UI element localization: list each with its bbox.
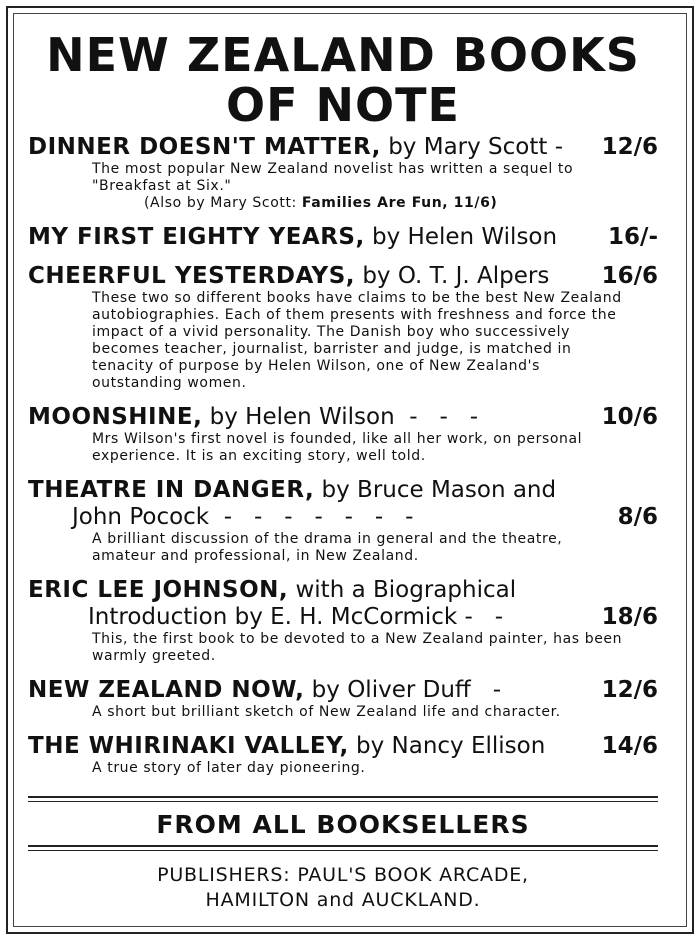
book-heading	[28, 733, 658, 760]
book-heading	[28, 577, 658, 604]
book-byline-continued: John Pocock - - - - - - -	[72, 504, 414, 530]
book-heading	[28, 477, 658, 504]
book-heading	[28, 224, 658, 251]
footer-call-to-action: FROM ALL BOOKSELLERS	[156, 810, 530, 839]
book-description	[92, 161, 630, 212]
book-title: ERIC LEE JOHNSON,	[28, 577, 289, 603]
book-byline: by Bruce Mason and	[314, 477, 557, 503]
book-entry-the-whirinaki-valley	[28, 733, 658, 777]
book-price: 8/6	[617, 504, 658, 530]
book-byline: with a Biographical	[288, 577, 517, 603]
book-description: A brilliant discussion of the drama in general and the theatre, amateur and professional, in New Zealand.	[92, 531, 563, 564]
book-entry-my-first-eighty-years	[28, 224, 658, 251]
also-by-note	[144, 195, 497, 211]
book-title: THE WHIRINAKI VALLEY,	[28, 733, 349, 759]
book-price: 12/6	[601, 677, 658, 703]
book-title: MOONSHINE,	[28, 404, 203, 430]
book-price: 18/6	[601, 604, 658, 630]
also-by-title: Families Are Fun, 11/6)	[301, 195, 498, 211]
book-description: These two so different books have claims to be the best New Zealand autobiographies. Each of them presents with freshness and force the impact of a vivid personality. The Danish boy who successively becomes teacher, journalist, barrister and judge, is matched in tenacity of purpose by Helen Wilson, one of New Zealand's outstanding women.	[92, 290, 622, 391]
book-byline: by Mary Scott -	[380, 134, 564, 160]
book-entry-cheerful-yesterdays	[28, 263, 658, 392]
book-entry-moonshine	[28, 404, 658, 465]
publisher-info	[28, 851, 658, 913]
book-heading	[28, 404, 658, 431]
book-byline-continued: Introduction by E. H. McCormick - -	[88, 604, 504, 630]
book-title: THEATRE IN DANGER,	[28, 477, 315, 503]
book-title: MY FIRST EIGHTY YEARS,	[28, 224, 365, 250]
book-entry-dinner-doesnt-matter	[28, 134, 658, 212]
book-description: Mrs Wilson's first novel is founded, like all her work, on personal experience. It is an exciting story, well told.	[92, 431, 583, 464]
publisher-line-1: PUBLISHERS: PAUL'S BOOK ARCADE,	[157, 864, 529, 886]
footer	[28, 796, 658, 913]
book-byline: by Helen Wilson	[364, 224, 558, 250]
publisher-line-2: HAMILTON and AUCKLAND.	[205, 889, 481, 911]
headline-line-2: OF NOTE	[226, 78, 460, 132]
book-byline: by Nancy Ellison	[348, 733, 546, 759]
book-byline: by Helen Wilson - - -	[202, 404, 479, 430]
book-title: NEW ZEALAND NOW,	[28, 677, 305, 703]
headline-line-1: NEW ZEALAND BOOKS	[46, 28, 640, 82]
book-title: DINNER DOESN'T MATTER,	[28, 134, 381, 160]
book-title: CHEERFUL YESTERDAYS,	[28, 263, 356, 289]
book-price: 12/6	[601, 134, 658, 160]
book-entry-theatre-in-danger	[28, 477, 658, 565]
book-entry-new-zealand-now	[28, 677, 658, 721]
book-price: 14/6	[601, 733, 658, 759]
book-description-text: The most popular New Zealand novelist has written a sequel to "Breakfast at Six."	[92, 161, 574, 194]
ad-content	[28, 30, 658, 777]
book-price: 16/-	[608, 224, 658, 250]
book-price: 16/6	[601, 263, 658, 289]
book-heading	[28, 134, 658, 161]
book-heading-continued	[72, 504, 658, 531]
book-description: This, the first book to be devoted to a New Zealand painter, has been warmly greeted.	[92, 631, 623, 664]
book-description: A short but brilliant sketch of New Zealand life and character.	[92, 704, 561, 720]
headline	[28, 30, 658, 130]
book-description: A true story of later day pioneering.	[92, 760, 366, 776]
book-heading-continued	[88, 604, 658, 631]
book-price: 10/6	[601, 404, 658, 430]
book-byline: by O. T. J. Alpers	[355, 263, 550, 289]
book-heading	[28, 263, 658, 290]
book-heading	[28, 677, 658, 704]
book-byline: by Oliver Duff -	[304, 677, 501, 703]
book-entry-eric-lee-johnson	[28, 577, 658, 665]
also-by-prefix: (Also by Mary Scott:	[144, 195, 302, 211]
